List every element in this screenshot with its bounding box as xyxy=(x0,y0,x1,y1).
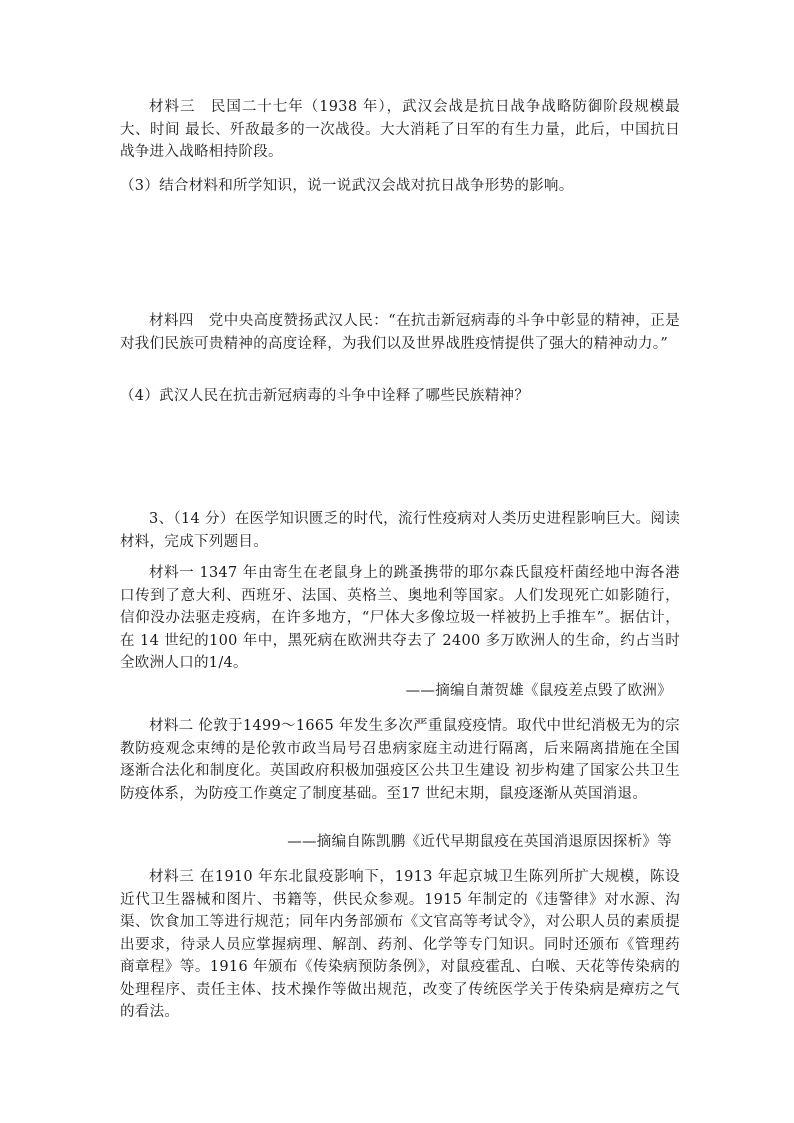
material-1-plague-paragraph: 材料一 1347 年由寄生在老鼠身上的跳蚤携带的耶尔森氏鼠疫杆菌经地中海各港口传到了意大利、西班牙、法国、英格兰、奥地利等国家。人们发现死亡如影随行，信仰没办法驱走疫病，在许多地方，“尸体大多像垃圾一样被扔上手推车”。据估计，在 14 世纪的100 年中，黑死病在欧洲共夺去了 2400 多万欧洲人的生命，约占当时全欧洲人口的1/4。 xyxy=(120,565,680,671)
question-4: （4）武汉人民在抗击新冠病毒的斗争中诠释了哪些民族精神？ xyxy=(120,388,530,404)
material-3-wuhan-paragraph: 材料三 民国二十七年（1938 年），武汉会战是抗日战争战略防御阶段规模最大、时间 最长、歼敌最多的一次战役。大大消耗了日军的有生力量，此后，中国抗日战争进入战略相持阶段。 xyxy=(120,99,680,160)
source-citation-1: ——摘编自萧贺雄《鼠疫差点毁了欧洲》 xyxy=(405,683,672,699)
question-3-intro: 3、（14 分）在医学知识匮乏的时代，流行性疫病对人类历史进程影响巨大。阅读材料，完成下列题目。 xyxy=(120,511,680,550)
source-citation-2: ——摘编自陈凯鹏《近代早期鼠疫在英国消退原因探析》等 xyxy=(287,834,672,850)
material-2-london-paragraph: 材料二 伦敦于1499～1665 年发生多次严重鼠疫疫情。取代中世纪消极无为的宗教防疫观念束缚的是伦敦市政当局号召患病家庭主动进行隔离，后来隔离措施在全国逐渐合法化和制度化。英国政府积极加强疫区公共卫生建设 初步构建了国家公共卫生防疫体系，为防疫工作奠定了制度基础。至17 世纪末期，鼠疫逐渐从英国消退。 xyxy=(120,718,680,802)
question-3: （3）结合材料和所学知识，说一说武汉会战对抗日战争形势的影响。 xyxy=(120,178,574,194)
material-3-china-paragraph: 材料三 在1910 年东北鼠疫影响下，1913 年起京城卫生陈列所扩大规模，陈设近代卫生器械和图片、书籍等，供民众参观。1915 年制定的《违警律》对水源、沟渠、饮食加工等进行规范；同年内务部颁布《文官高等考试令》，对公职人员的素质提出要求，待录人员应掌握病理、解剖、药剂、化学等专门知识。同时还颁布《管理药商章程》等。1916 年颁布《传染病预防条例》，对鼠疫霍乱、白喉、天花等传染病的处理程序、责任主体、技术操作等做出规范，改变了传统医学关于传染病是瘴疠之气的看法。 xyxy=(120,869,680,1020)
material-4-paragraph: 材料四 党中央高度赞扬武汉人民：“在抗击新冠病毒的斗争中彰显的精神，正是对我们民族可贵精神的高度诠释，为我们以及世界战胜疫情提供了强大的精神动力。” xyxy=(120,313,680,352)
